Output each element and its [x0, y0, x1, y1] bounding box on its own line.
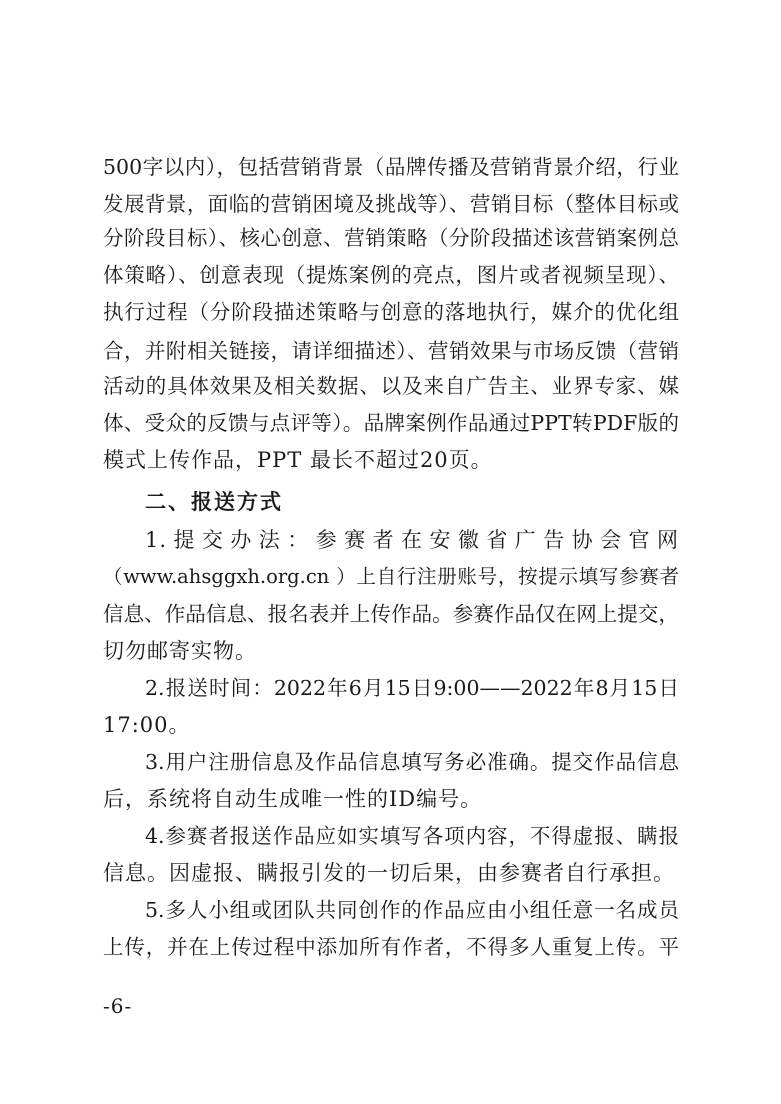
- paragraph-marketing-content-line-7: 活动的具体效果及相关数据、以及来自广告主、业界专家、媒: [103, 374, 679, 398]
- paragraph-item-3-line-2: 后，系统将自动生成唯一性的ID编号。: [103, 787, 483, 811]
- page-number: -6-: [103, 994, 133, 1018]
- paragraph-item-4-line-1: 4.参赛者报送作品应如实填写各项内容，不得虚报、瞒报: [145, 824, 679, 848]
- paragraph-item-1-line-4: 切勿邮寄实物。: [103, 639, 257, 663]
- paragraph-item-2-line-2: 17:00。: [103, 713, 191, 737]
- paragraph-item-1-line-1: 1.提交办法：参赛者在安徽省广告协会官网: [145, 528, 679, 552]
- paragraph-item-2-line-1: 2.报送时间：2022年6月15日9:00——2022年8月15日: [145, 676, 679, 700]
- paragraph-marketing-content-line-5: 执行过程（分阶段描述策略与创意的落地执行，媒介的优化组: [103, 300, 679, 324]
- paragraph-marketing-content-line-2: 发展背景，面临的营销困境及挑战等）、营销目标（整体目标或: [103, 192, 679, 216]
- paragraph-item-5-line-1: 5.多人小组或团队共同创作的作品应由小组任意一名成员: [145, 898, 679, 922]
- section-heading-submission-line-1: 二、报送方式: [145, 490, 283, 514]
- paragraph-marketing-content-line-1: 500字以内），包括营销背景（品牌传播及营销背景介绍，行业: [103, 155, 679, 179]
- paragraph-item-5-line-2: 上传，并在上传过程中添加所有作者，不得多人重复上传。平: [103, 935, 679, 959]
- paragraph-marketing-content-line-8: 体、受众的反馈与点评等）。品牌案例作品通过PPT转PDF版的: [103, 411, 679, 435]
- paragraph-marketing-content-line-4: 体策略）、创意表现（提炼案例的亮点，图片或者视频呈现）、: [103, 263, 679, 287]
- paragraph-marketing-content-line-6: 合，并附相关链接，请详细描述）、营销效果与市场反馈（营销: [103, 339, 679, 363]
- paragraph-item-3-line-1: 3.用户注册信息及作品信息填写务必准确。提交作品信息: [145, 750, 679, 774]
- paragraph-marketing-content-line-3: 分阶段目标）、核心创意、营销策略（分阶段描述该营销案例总: [103, 226, 679, 250]
- paragraph-item-1-line-3: 信息、作品信息、报名表并上传作品。参赛作品仅在网上提交，: [103, 602, 679, 626]
- paragraph-item-4-line-2: 信息。因虚报、瞒报引发的一切后果，由参赛者自行承担。: [103, 861, 675, 885]
- paragraph-item-1-line-2: （www.ahsggxh.org.cn ）上自行注册账号，按提示填写参赛者: [103, 565, 679, 588]
- paragraph-marketing-content-line-9: 模式上传作品，PPT 最长不超过20页。: [103, 448, 493, 472]
